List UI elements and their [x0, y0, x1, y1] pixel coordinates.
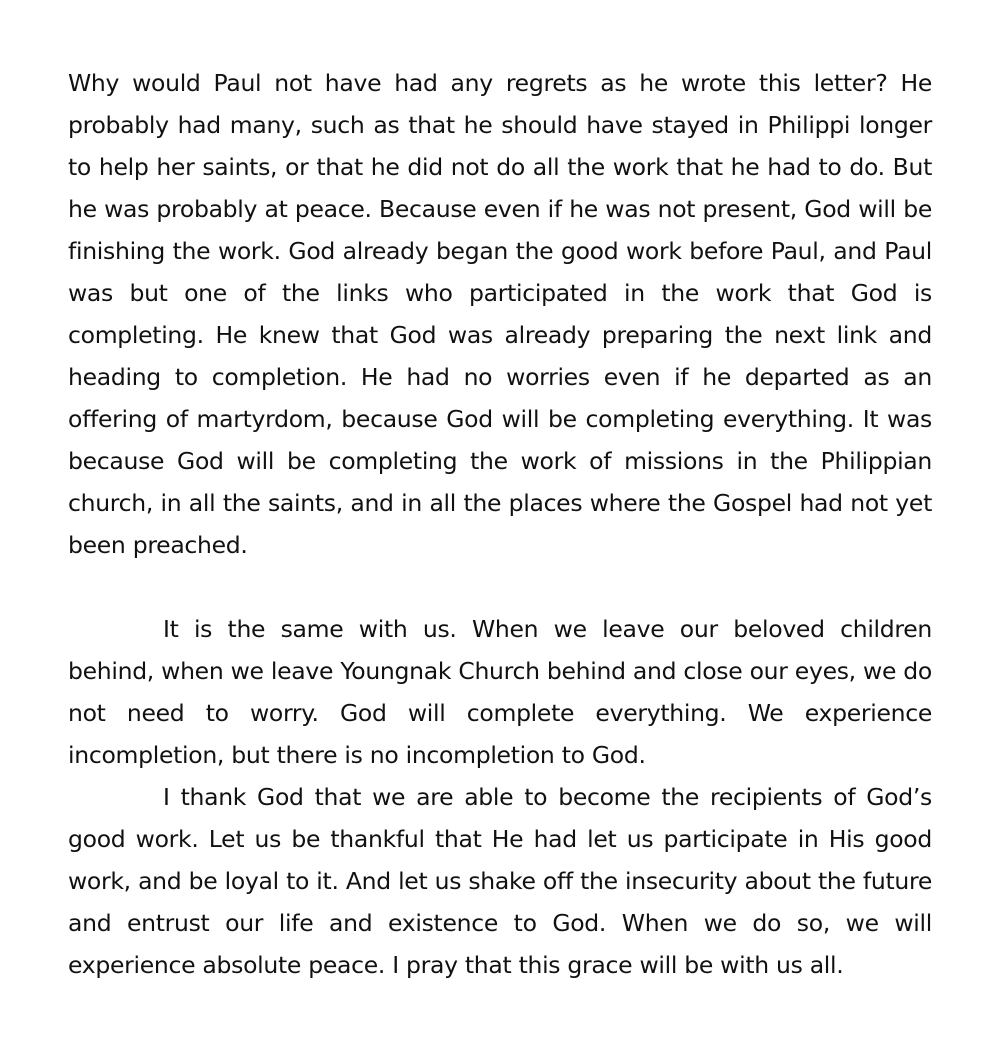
paragraph-1: Why would Paul not have had any regrets as he wrote this letter? He probably had many, such as that he should have stayed in Philippi longer to help her saints, or that he did not do all the work that he had to do. But he was probably at peace. Because even if he was not present, God will be finishing the work. God already began the good work before Paul, and Paul was but one of the links who participated in the work that God is completing. He knew that God was already preparing the next link and heading to completion. He had no worries even if he departed as an offering of martyrdom, because God will be completing everything. It was because God will be completing the work of missions in the Philippian church, in all the saints, and in all the places where the Gospel had not yet been preached. [68, 69, 932, 559]
paragraph-2: It is the same with us. When we leave our beloved children behind, when we leave Youngnak Church behind and close our eyes, we do not need to worry. God will complete everything. We experience incompletion, but there is no incompletion to God. [68, 615, 932, 769]
document-page [68, 62, 932, 986]
paragraph-spacer [68, 566, 932, 608]
paragraph-3: I thank God that we are able to become the recipients of God’s good work. Let us be thankful that He had let us participate in His good work, and be loyal to it. And let us shake off the insecurity about the future and entrust our life and existence to God. When we do so, we will experience absolute peace. I pray that this grace will be with us all. [68, 783, 932, 979]
